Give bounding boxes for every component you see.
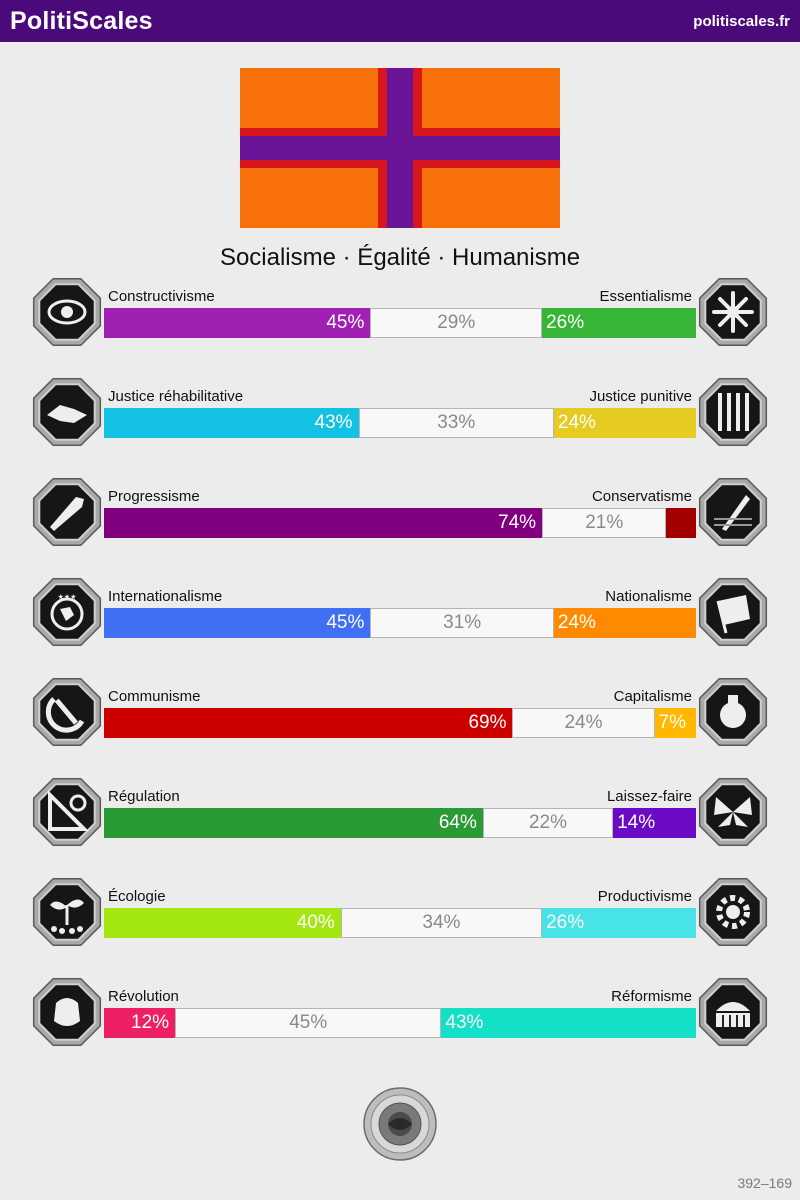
axis-bar	[104, 1008, 696, 1038]
axis-neutral-pct: 24%	[564, 712, 603, 733]
hammer-sickle-icon	[30, 675, 104, 749]
axis-left-pct: 43%	[314, 412, 353, 433]
axis-left-label: Progressisme	[108, 488, 200, 505]
axis-left-segment	[104, 708, 512, 738]
axis-left-pct: 45%	[326, 312, 365, 333]
gear-icon	[696, 875, 770, 949]
axis-right-pct: 14%	[617, 812, 656, 833]
axis-left-pct: 69%	[468, 712, 507, 733]
axis-row	[0, 688, 800, 788]
axis-right-label: Justice punitive	[589, 388, 692, 405]
axis-left-pct: 40%	[296, 912, 335, 933]
axis-left-label: Justice réhabilitative	[108, 388, 244, 405]
seal-emblem	[362, 1086, 438, 1162]
axis-right-pct: 7%	[658, 712, 687, 733]
axis-neutral-pct: 34%	[422, 912, 461, 933]
axis-bar	[104, 308, 696, 338]
brand-title[interactable]: PolitiScales	[10, 7, 153, 35]
axis-right-pct: 26%	[546, 912, 585, 933]
sprout-icon	[30, 875, 104, 949]
butterfly-icon	[696, 775, 770, 849]
parliament-icon	[696, 975, 770, 1049]
axis-left-segment	[104, 508, 542, 538]
slogan: Socialisme · Égalité · Humanisme	[219, 244, 581, 271]
axis-left-segment	[104, 1008, 175, 1038]
result-flag	[240, 68, 560, 228]
axis-right-segment	[441, 1008, 696, 1038]
axis-right-pct: 24%	[557, 612, 596, 633]
axis-bar	[104, 708, 696, 738]
flower-icon	[696, 275, 770, 349]
axis-left-segment	[104, 808, 483, 838]
eye-icon	[30, 275, 104, 349]
axis-right-label: Capitalisme	[613, 688, 692, 705]
axis-right-segment	[655, 708, 696, 738]
quill-icon	[696, 475, 770, 549]
axis-right-label: Réformisme	[611, 988, 692, 1005]
axis-right-label: Conservatisme	[591, 488, 692, 505]
axis-neutral-segment	[542, 508, 666, 538]
axis-bar	[104, 808, 696, 838]
axis-left-label: Constructivisme	[108, 288, 215, 305]
axis-right-pct: 43%	[445, 1012, 484, 1033]
header-bar	[0, 0, 800, 42]
ruler-square-icon	[30, 775, 104, 849]
axis-left-pct: 74%	[498, 512, 537, 533]
axis-right-label: Essentialisme	[599, 288, 692, 305]
axis-neutral-segment	[483, 808, 613, 838]
axis-bar	[104, 508, 696, 538]
axis-left-pct: 12%	[131, 1012, 170, 1033]
prison-bars-icon	[696, 375, 770, 449]
axis-row	[0, 388, 800, 488]
axis-left-pct: 64%	[438, 812, 477, 833]
axis-left-label: Écologie	[108, 888, 166, 905]
credit-text: 392–169	[737, 1175, 792, 1191]
axis-neutral-pct: 45%	[289, 1012, 328, 1033]
axis-left-label: Révolution	[108, 988, 179, 1005]
axis-neutral-pct: 21%	[585, 512, 624, 533]
axis-neutral-pct: 31%	[443, 612, 482, 633]
axis-row	[0, 488, 800, 588]
axis-right-segment	[542, 308, 696, 338]
axis-right-label: Laissez-faire	[606, 788, 692, 805]
axis-neutral-segment	[370, 608, 554, 638]
axis-neutral-segment	[370, 308, 542, 338]
axis-left-segment	[104, 308, 370, 338]
axis-bar	[104, 608, 696, 638]
axis-right-pct: 26%	[546, 312, 585, 333]
axis-right-segment	[542, 908, 696, 938]
svg-text:★★★: ★★★	[57, 593, 77, 601]
axis-right-segment	[666, 508, 696, 538]
site-url[interactable]: politiscales.fr	[693, 13, 790, 30]
handshake-icon	[30, 375, 104, 449]
axis-row	[0, 888, 800, 988]
axis-neutral-pct: 29%	[437, 312, 476, 333]
axis-right-label: Nationalisme	[605, 588, 692, 605]
axis-neutral-pct: 33%	[437, 412, 476, 433]
axis-right-label: Productivisme	[597, 888, 692, 905]
axis-bar	[104, 908, 696, 938]
axis-right-segment	[613, 808, 696, 838]
money-bag-icon	[696, 675, 770, 749]
axis-left-pct: 45%	[326, 612, 365, 633]
flag-icon	[696, 575, 770, 649]
globe-icon	[30, 575, 104, 649]
axis-left-label: Communisme	[108, 688, 201, 705]
axis-row	[0, 988, 800, 1088]
axis-left-label: Internationalisme	[108, 588, 223, 605]
axis-row	[0, 288, 800, 388]
axis-neutral-segment	[341, 908, 542, 938]
axis-left-label: Régulation	[108, 788, 180, 805]
axis-right-segment	[554, 408, 696, 438]
axis-left-segment	[104, 908, 341, 938]
axis-neutral-segment	[359, 408, 554, 438]
axis-right-pct: 24%	[557, 412, 596, 433]
axis-right-segment	[554, 608, 696, 638]
axis-left-segment	[104, 408, 359, 438]
axis-row	[0, 588, 800, 688]
axis-neutral-pct: 22%	[528, 812, 567, 833]
axis-neutral-segment	[175, 1008, 441, 1038]
axis-neutral-segment	[512, 708, 654, 738]
axis-row	[0, 788, 800, 888]
rocket-icon	[30, 475, 104, 549]
axis-bar	[104, 408, 696, 438]
fist-icon	[30, 975, 104, 1049]
axis-left-segment	[104, 608, 370, 638]
